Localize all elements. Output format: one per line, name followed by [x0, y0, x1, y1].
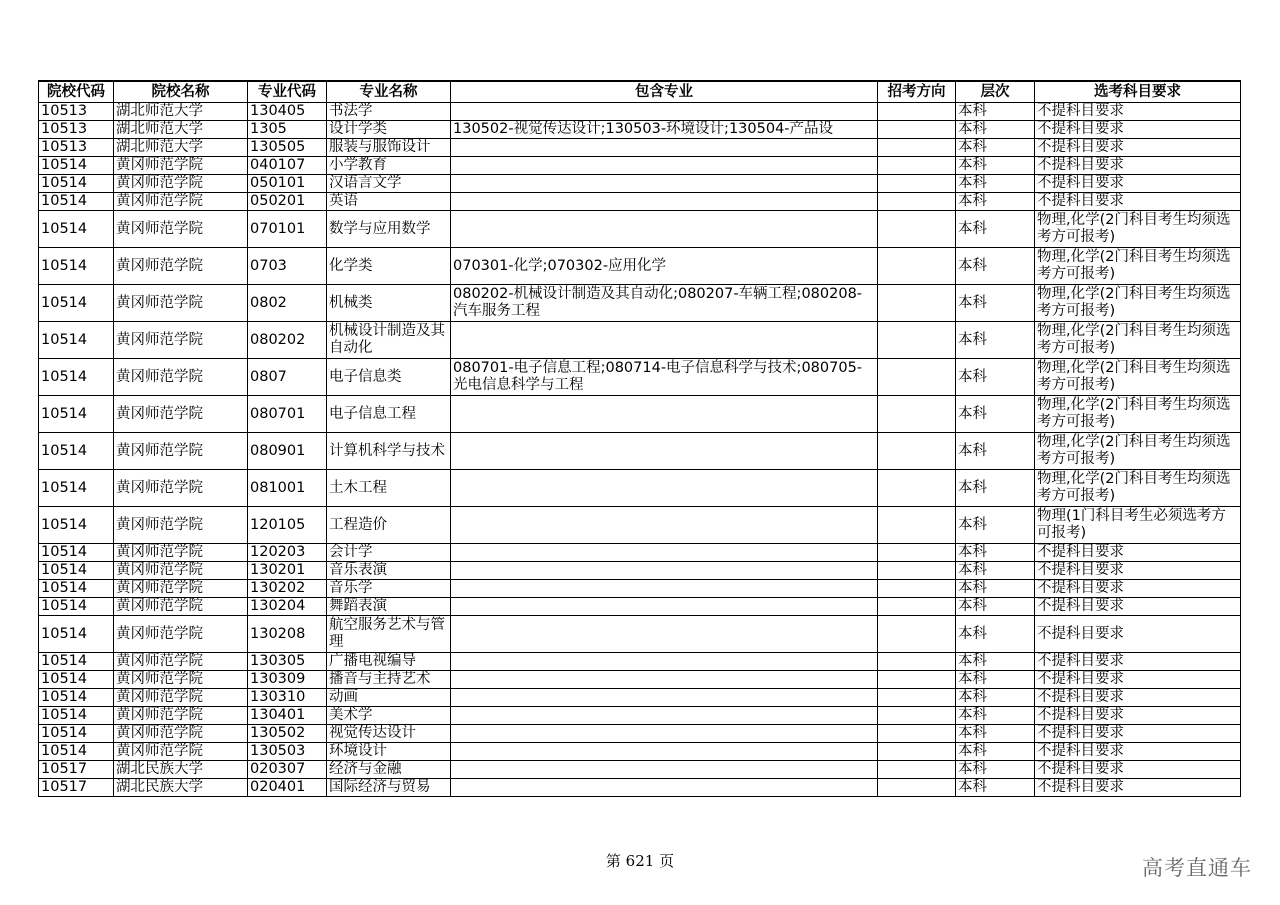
cell-major-code: 130505	[248, 139, 327, 157]
cell-major-name: 汉语言文学	[327, 175, 451, 193]
cell-includes	[451, 562, 878, 580]
cell-direction	[878, 761, 956, 779]
cell-school-name: 黄冈师范学院	[114, 157, 248, 175]
cell-major-name: 英语	[327, 193, 451, 211]
cell-requirement: 不提科目要求	[1035, 139, 1241, 157]
cell-includes: 070301-化学;070302-应用化学	[451, 248, 878, 285]
page-number: 第 621 页	[605, 852, 675, 870]
cell-direction	[878, 653, 956, 671]
cell-requirement: 不提科目要求	[1035, 157, 1241, 175]
cell-major-code: 130309	[248, 671, 327, 689]
cell-school-name: 黄冈师范学院	[114, 470, 248, 507]
cell-level: 本科	[956, 322, 1035, 359]
cell-school-code: 10514	[39, 562, 114, 580]
header-school-name: 院校名称	[114, 81, 248, 103]
cell-level: 本科	[956, 507, 1035, 544]
table-row	[39, 433, 1241, 470]
cell-major-code: 080202	[248, 322, 327, 359]
cell-major-code: 0703	[248, 248, 327, 285]
cell-requirement: 不提科目要求	[1035, 707, 1241, 725]
cell-major-name: 工程造价	[327, 507, 451, 544]
cell-school-code: 10514	[39, 689, 114, 707]
cell-level: 本科	[956, 359, 1035, 396]
cell-requirement: 物理,化学(2门科目考生均须选考方可报考)	[1035, 322, 1241, 359]
header-level: 层次	[956, 81, 1035, 103]
cell-includes	[451, 544, 878, 562]
table-row	[39, 396, 1241, 433]
cell-includes	[451, 580, 878, 598]
cell-includes	[451, 761, 878, 779]
cell-requirement: 物理,化学(2门科目考生均须选考方可报考)	[1035, 396, 1241, 433]
cell-major-name: 机械设计制造及其自动化	[327, 322, 451, 359]
table-row	[39, 544, 1241, 562]
cell-direction	[878, 103, 956, 121]
cell-direction	[878, 359, 956, 396]
table-row	[39, 248, 1241, 285]
table-row	[39, 211, 1241, 248]
cell-major-code: 130401	[248, 707, 327, 725]
cell-major-code: 130310	[248, 689, 327, 707]
cell-direction	[878, 121, 956, 139]
cell-major-code: 0802	[248, 285, 327, 322]
cell-major-code: 120105	[248, 507, 327, 544]
cell-school-name: 黄冈师范学院	[114, 562, 248, 580]
table-row	[39, 175, 1241, 193]
cell-level: 本科	[956, 248, 1035, 285]
cell-major-code: 130503	[248, 743, 327, 761]
cell-school-code: 10514	[39, 580, 114, 598]
cell-major-code: 130201	[248, 562, 327, 580]
cell-includes	[451, 689, 878, 707]
cell-school-name: 黄冈师范学院	[114, 580, 248, 598]
table-row	[39, 193, 1241, 211]
cell-school-name: 黄冈师范学院	[114, 743, 248, 761]
cell-requirement: 不提科目要求	[1035, 598, 1241, 616]
cell-requirement: 不提科目要求	[1035, 616, 1241, 653]
table-row	[39, 598, 1241, 616]
cell-major-name: 设计学类	[327, 121, 451, 139]
table-body	[39, 103, 1241, 797]
cell-school-code: 10514	[39, 285, 114, 322]
cell-level: 本科	[956, 779, 1035, 797]
cell-school-name: 黄冈师范学院	[114, 671, 248, 689]
cell-major-name: 播音与主持艺术	[327, 671, 451, 689]
cell-major-name: 土木工程	[327, 470, 451, 507]
table-row	[39, 285, 1241, 322]
cell-school-code: 10514	[39, 671, 114, 689]
table-row	[39, 507, 1241, 544]
cell-school-code: 10514	[39, 193, 114, 211]
cell-requirement: 不提科目要求	[1035, 544, 1241, 562]
cell-school-name: 黄冈师范学院	[114, 211, 248, 248]
cell-major-name: 服装与服饰设计	[327, 139, 451, 157]
cell-includes	[451, 433, 878, 470]
cell-school-code: 10513	[39, 103, 114, 121]
cell-major-code: 130204	[248, 598, 327, 616]
cell-includes: 080701-电子信息工程;080714-电子信息科学与技术;080705-光电信息科学与工程	[451, 359, 878, 396]
cell-major-code: 130202	[248, 580, 327, 598]
cell-requirement: 不提科目要求	[1035, 175, 1241, 193]
cell-school-code: 10514	[39, 653, 114, 671]
cell-major-name: 机械类	[327, 285, 451, 322]
cell-level: 本科	[956, 707, 1035, 725]
cell-school-code: 10514	[39, 211, 114, 248]
cell-level: 本科	[956, 544, 1035, 562]
cell-requirement: 不提科目要求	[1035, 689, 1241, 707]
table-row	[39, 359, 1241, 396]
cell-level: 本科	[956, 193, 1035, 211]
cell-requirement: 不提科目要求	[1035, 103, 1241, 121]
table-row	[39, 470, 1241, 507]
cell-includes	[451, 598, 878, 616]
cell-school-name: 黄冈师范学院	[114, 544, 248, 562]
cell-includes: 130502-视觉传达设计;130503-环境设计;130504-产品设	[451, 121, 878, 139]
cell-school-code: 10514	[39, 616, 114, 653]
cell-direction	[878, 248, 956, 285]
cell-requirement: 不提科目要求	[1035, 562, 1241, 580]
cell-school-code: 10514	[39, 725, 114, 743]
cell-school-code: 10514	[39, 359, 114, 396]
table-header-row	[39, 81, 1241, 103]
cell-includes	[451, 157, 878, 175]
cell-school-code: 10513	[39, 121, 114, 139]
cell-includes	[451, 616, 878, 653]
cell-major-name: 环境设计	[327, 743, 451, 761]
cell-school-name: 黄冈师范学院	[114, 616, 248, 653]
cell-requirement: 物理,化学(2门科目考生均须选考方可报考)	[1035, 470, 1241, 507]
table-row	[39, 121, 1241, 139]
cell-school-code: 10514	[39, 507, 114, 544]
cell-major-code: 130502	[248, 725, 327, 743]
cell-direction	[878, 598, 956, 616]
cell-major-code: 130305	[248, 653, 327, 671]
table-row	[39, 707, 1241, 725]
cell-school-code: 10514	[39, 598, 114, 616]
table-row	[39, 616, 1241, 653]
cell-school-name: 湖北师范大学	[114, 121, 248, 139]
cell-major-name: 音乐学	[327, 580, 451, 598]
cell-includes	[451, 103, 878, 121]
cell-direction	[878, 139, 956, 157]
cell-major-name: 数学与应用数学	[327, 211, 451, 248]
cell-requirement: 物理,化学(2门科目考生均须选考方可报考)	[1035, 433, 1241, 470]
cell-major-name: 会计学	[327, 544, 451, 562]
cell-direction	[878, 433, 956, 470]
cell-level: 本科	[956, 470, 1035, 507]
cell-school-name: 黄冈师范学院	[114, 193, 248, 211]
cell-includes	[451, 671, 878, 689]
cell-includes	[451, 725, 878, 743]
watermark-logo: 高考直通车	[1142, 856, 1252, 880]
cell-requirement: 不提科目要求	[1035, 671, 1241, 689]
cell-major-name: 电子信息类	[327, 359, 451, 396]
cell-school-name: 黄冈师范学院	[114, 396, 248, 433]
cell-requirement: 不提科目要求	[1035, 761, 1241, 779]
cell-major-name: 小学教育	[327, 157, 451, 175]
cell-requirement: 不提科目要求	[1035, 779, 1241, 797]
cell-level: 本科	[956, 653, 1035, 671]
cell-school-code: 10514	[39, 544, 114, 562]
cell-direction	[878, 157, 956, 175]
cell-school-code: 10514	[39, 433, 114, 470]
cell-major-name: 书法学	[327, 103, 451, 121]
cell-major-code: 080901	[248, 433, 327, 470]
cell-includes	[451, 211, 878, 248]
cell-direction	[878, 616, 956, 653]
cell-requirement: 物理(1门科目考生必须选考方可报考)	[1035, 507, 1241, 544]
cell-direction	[878, 322, 956, 359]
cell-school-name: 黄冈师范学院	[114, 598, 248, 616]
cell-major-code: 040107	[248, 157, 327, 175]
cell-major-name: 动画	[327, 689, 451, 707]
cell-includes	[451, 743, 878, 761]
cell-direction	[878, 743, 956, 761]
cell-major-code: 1305	[248, 121, 327, 139]
cell-major-name: 美术学	[327, 707, 451, 725]
cell-level: 本科	[956, 743, 1035, 761]
cell-school-name: 黄冈师范学院	[114, 707, 248, 725]
table-row	[39, 689, 1241, 707]
cell-level: 本科	[956, 761, 1035, 779]
cell-includes	[451, 193, 878, 211]
cell-level: 本科	[956, 103, 1035, 121]
cell-major-code: 050201	[248, 193, 327, 211]
cell-major-code: 080701	[248, 396, 327, 433]
cell-school-name: 黄冈师范学院	[114, 507, 248, 544]
cell-level: 本科	[956, 396, 1035, 433]
cell-direction	[878, 580, 956, 598]
cell-major-code: 070101	[248, 211, 327, 248]
cell-school-code: 10514	[39, 707, 114, 725]
cell-requirement: 物理,化学(2门科目考生均须选考方可报考)	[1035, 248, 1241, 285]
cell-major-name: 国际经济与贸易	[327, 779, 451, 797]
cell-includes	[451, 779, 878, 797]
cell-level: 本科	[956, 139, 1035, 157]
cell-school-code: 10513	[39, 139, 114, 157]
cell-level: 本科	[956, 580, 1035, 598]
cell-level: 本科	[956, 121, 1035, 139]
cell-school-code: 10514	[39, 322, 114, 359]
cell-school-name: 黄冈师范学院	[114, 248, 248, 285]
cell-school-name: 湖北民族大学	[114, 761, 248, 779]
table-row	[39, 761, 1241, 779]
cell-level: 本科	[956, 285, 1035, 322]
cell-major-code: 020401	[248, 779, 327, 797]
cell-includes	[451, 175, 878, 193]
cell-major-name: 计算机科学与技术	[327, 433, 451, 470]
header-direction: 招考方向	[878, 81, 956, 103]
cell-direction	[878, 396, 956, 433]
cell-major-code: 130405	[248, 103, 327, 121]
cell-major-code: 020307	[248, 761, 327, 779]
cell-includes	[451, 470, 878, 507]
table-row	[39, 653, 1241, 671]
cell-school-name: 黄冈师范学院	[114, 689, 248, 707]
cell-level: 本科	[956, 616, 1035, 653]
table-row	[39, 322, 1241, 359]
cell-major-name: 电子信息工程	[327, 396, 451, 433]
table-row	[39, 157, 1241, 175]
cell-level: 本科	[956, 211, 1035, 248]
cell-direction	[878, 562, 956, 580]
table-row	[39, 103, 1241, 121]
cell-school-name: 湖北师范大学	[114, 139, 248, 157]
cell-level: 本科	[956, 157, 1035, 175]
cell-requirement: 物理,化学(2门科目考生均须选考方可报考)	[1035, 211, 1241, 248]
cell-school-code: 10514	[39, 175, 114, 193]
cell-major-code: 081001	[248, 470, 327, 507]
cell-includes	[451, 507, 878, 544]
cell-school-name: 黄冈师范学院	[114, 725, 248, 743]
cell-major-name: 舞蹈表演	[327, 598, 451, 616]
header-major-code: 专业代码	[248, 81, 327, 103]
cell-level: 本科	[956, 562, 1035, 580]
cell-major-name: 视觉传达设计	[327, 725, 451, 743]
cell-school-name: 黄冈师范学院	[114, 433, 248, 470]
table-row	[39, 671, 1241, 689]
admission-table	[38, 80, 1241, 797]
cell-school-name: 黄冈师范学院	[114, 175, 248, 193]
header-requirement: 选考科目要求	[1035, 81, 1241, 103]
cell-requirement: 物理,化学(2门科目考生均须选考方可报考)	[1035, 285, 1241, 322]
cell-requirement: 不提科目要求	[1035, 121, 1241, 139]
cell-major-name: 广播电视编导	[327, 653, 451, 671]
cell-school-code: 10514	[39, 157, 114, 175]
cell-major-code: 0807	[248, 359, 327, 396]
cell-includes	[451, 139, 878, 157]
cell-school-code: 10514	[39, 470, 114, 507]
cell-level: 本科	[956, 671, 1035, 689]
cell-school-code: 10517	[39, 761, 114, 779]
cell-level: 本科	[956, 175, 1035, 193]
cell-direction	[878, 175, 956, 193]
cell-requirement: 不提科目要求	[1035, 653, 1241, 671]
cell-major-name: 航空服务艺术与管理	[327, 616, 451, 653]
cell-school-name: 黄冈师范学院	[114, 322, 248, 359]
table-row	[39, 725, 1241, 743]
cell-requirement: 不提科目要求	[1035, 743, 1241, 761]
cell-requirement: 不提科目要求	[1035, 193, 1241, 211]
cell-includes	[451, 396, 878, 433]
cell-level: 本科	[956, 433, 1035, 470]
cell-includes	[451, 322, 878, 359]
cell-requirement: 不提科目要求	[1035, 580, 1241, 598]
cell-includes	[451, 707, 878, 725]
cell-major-name: 音乐表演	[327, 562, 451, 580]
cell-major-name: 化学类	[327, 248, 451, 285]
cell-requirement: 物理,化学(2门科目考生均须选考方可报考)	[1035, 359, 1241, 396]
cell-direction	[878, 470, 956, 507]
table-row	[39, 139, 1241, 157]
cell-direction	[878, 779, 956, 797]
cell-level: 本科	[956, 725, 1035, 743]
cell-school-code: 10514	[39, 743, 114, 761]
cell-major-code: 050101	[248, 175, 327, 193]
cell-direction	[878, 689, 956, 707]
header-major-name: 专业名称	[327, 81, 451, 103]
table-row	[39, 562, 1241, 580]
cell-major-code: 130208	[248, 616, 327, 653]
cell-school-name: 黄冈师范学院	[114, 285, 248, 322]
cell-includes: 080202-机械设计制造及其自动化;080207-车辆工程;080208-汽车服务工程	[451, 285, 878, 322]
cell-school-code: 10514	[39, 248, 114, 285]
cell-direction	[878, 211, 956, 248]
cell-major-code: 120203	[248, 544, 327, 562]
cell-school-name: 黄冈师范学院	[114, 359, 248, 396]
cell-direction	[878, 544, 956, 562]
table-row	[39, 779, 1241, 797]
cell-requirement: 不提科目要求	[1035, 725, 1241, 743]
cell-school-name: 湖北民族大学	[114, 779, 248, 797]
header-includes: 包含专业	[451, 81, 878, 103]
cell-major-name: 经济与金融	[327, 761, 451, 779]
cell-school-code: 10517	[39, 779, 114, 797]
cell-direction	[878, 707, 956, 725]
cell-direction	[878, 285, 956, 322]
cell-direction	[878, 507, 956, 544]
header-school-code: 院校代码	[39, 81, 114, 103]
cell-direction	[878, 671, 956, 689]
cell-school-name: 湖北师范大学	[114, 103, 248, 121]
table-row	[39, 580, 1241, 598]
cell-includes	[451, 653, 878, 671]
cell-level: 本科	[956, 689, 1035, 707]
cell-school-code: 10514	[39, 396, 114, 433]
cell-level: 本科	[956, 598, 1035, 616]
cell-direction	[878, 725, 956, 743]
table-row	[39, 743, 1241, 761]
cell-school-name: 黄冈师范学院	[114, 653, 248, 671]
cell-direction	[878, 193, 956, 211]
